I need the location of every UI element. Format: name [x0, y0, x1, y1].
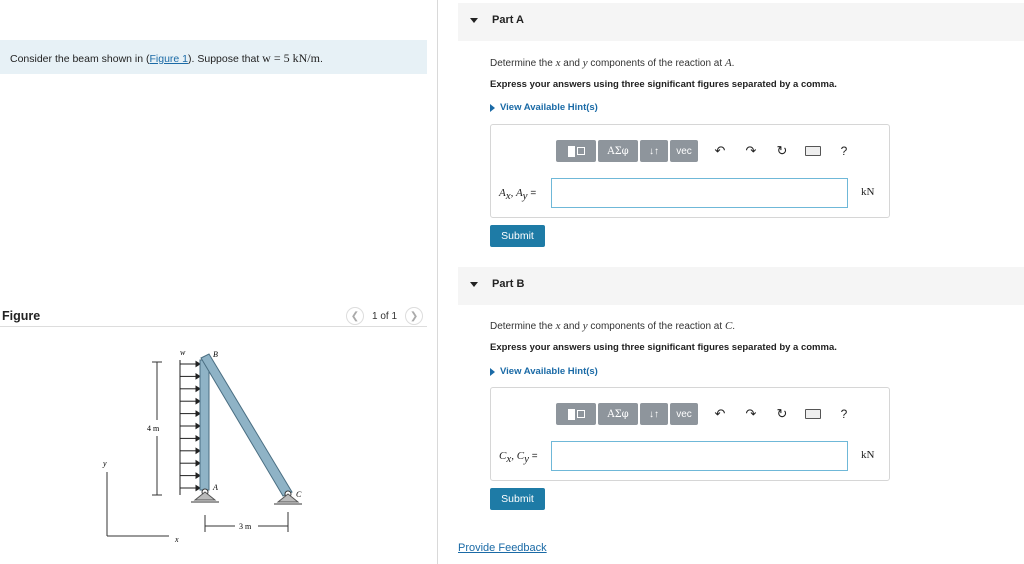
load-arrow-head [196, 374, 200, 379]
unit-label: kN [861, 186, 875, 198]
point-label-a: A [213, 483, 218, 492]
answer-label [499, 450, 538, 465]
load-equation: w = 5 kN/m [262, 51, 320, 65]
arrows-icon[interactable]: ↓↑ [640, 403, 668, 425]
figure-pager [346, 307, 423, 325]
member-ab [200, 360, 209, 490]
height-label: 4 m [147, 424, 160, 433]
answer-input[interactable] [551, 178, 848, 208]
question-text: Determine the [490, 321, 556, 332]
var-label: C [516, 450, 525, 462]
var-label: C [499, 450, 507, 462]
vec-icon[interactable]: vec [670, 140, 698, 162]
undo-icon[interactable]: ↶ [714, 143, 726, 158]
load-arrow-head [196, 461, 200, 466]
load-arrow-head [196, 411, 200, 416]
figure-page-indicator: 1 of 1 [372, 310, 398, 322]
question-text: . [732, 321, 736, 332]
problem-text-middle: ). Suppose that [188, 53, 263, 65]
unit-label: kN [861, 449, 875, 461]
question-text: Determine the [490, 58, 556, 69]
load-arrow-head [196, 448, 200, 453]
load-arrow-head [196, 399, 200, 404]
redo-icon[interactable]: ↷ [745, 143, 757, 158]
axis-label-x: x [175, 535, 179, 544]
reset-icon[interactable]: ↻ [776, 406, 788, 421]
separator: , [511, 450, 517, 462]
var-y: y [582, 320, 588, 332]
point-label-c: C [296, 490, 302, 499]
coordinate-axes [107, 472, 169, 536]
part-a-title: Part A [492, 14, 524, 26]
load-arrow-head [196, 424, 200, 429]
problem-text-prefix: Consider the beam shown in ( [10, 53, 150, 65]
part-b-question [490, 320, 735, 332]
point-var: A [724, 57, 732, 69]
provide-feedback-link[interactable]: Provide Feedback [458, 542, 547, 554]
part-a-header[interactable] [458, 3, 1024, 41]
part-b-hint-link[interactable] [490, 366, 598, 377]
vec-icon[interactable]: vec [670, 403, 698, 425]
var-label: A [499, 187, 506, 199]
chevron-right-icon[interactable]: ❯ [405, 307, 423, 325]
span-label: 3 m [239, 522, 252, 531]
separator: , [510, 187, 516, 199]
var-x: x [555, 57, 561, 69]
load-label-w: w [180, 348, 186, 357]
axis-label-y: y [103, 459, 107, 468]
part-b-answer-box [490, 387, 890, 481]
point-label-b: B [213, 350, 218, 359]
templates-icon[interactable] [556, 403, 596, 425]
figure-header [0, 305, 427, 327]
part-a-question [490, 57, 734, 69]
equals-sign: = [527, 188, 537, 199]
beam-figure [95, 340, 325, 550]
hint-label: View Available Hint(s) [500, 366, 598, 377]
var-y: y [582, 57, 588, 69]
answer-input[interactable] [551, 441, 848, 471]
load-arrow-head [196, 436, 200, 441]
question-text: components of the reaction at [587, 58, 725, 69]
submit-button[interactable]: Submit [490, 225, 545, 247]
point-var: C [724, 320, 733, 332]
subscript: y [522, 190, 528, 202]
help-icon[interactable]: ? [840, 144, 848, 158]
greek-icon[interactable]: ΑΣφ [598, 403, 638, 425]
hint-label: View Available Hint(s) [500, 102, 598, 113]
figure-title: Figure [2, 309, 41, 323]
collapse-caret-icon[interactable] [470, 18, 478, 23]
expand-triangle-icon [490, 368, 495, 376]
expand-triangle-icon [490, 104, 495, 112]
part-a-hint-link[interactable] [490, 102, 598, 113]
member-bc [201, 354, 292, 496]
part-a-answer-box [490, 124, 890, 218]
var-label: A [515, 187, 523, 199]
math-toolbar [556, 140, 855, 162]
math-toolbar [556, 403, 855, 425]
load-arrow-head [196, 473, 200, 478]
part-b-instructions: Express your answers using three significant figures separated by a comma. [490, 342, 837, 353]
templates-icon[interactable] [556, 140, 596, 162]
problem-pane [0, 0, 438, 564]
part-b-header[interactable] [458, 267, 1024, 305]
keyboard-icon[interactable] [802, 140, 824, 162]
chevron-left-icon[interactable]: ❮ [346, 307, 364, 325]
redo-icon[interactable]: ↷ [745, 406, 757, 421]
question-text: and [560, 58, 583, 69]
subscript: x [506, 453, 512, 465]
question-text: and [560, 321, 583, 332]
question-text: components of the reaction at [587, 321, 725, 332]
problem-statement [0, 40, 427, 74]
collapse-caret-icon[interactable] [470, 282, 478, 287]
subscript: y [524, 453, 529, 465]
load-arrow-head [196, 362, 200, 367]
distributed-load [180, 360, 200, 495]
reset-icon[interactable]: ↻ [776, 143, 788, 158]
problem-text-suffix: . [319, 53, 323, 65]
load-arrow-head [196, 386, 200, 391]
var-x: x [555, 320, 561, 332]
part-a-instructions: Express your answers using three significant figures separated by a comma. [490, 79, 837, 90]
question-text: . [731, 58, 735, 69]
help-icon[interactable]: ? [840, 407, 848, 421]
arrows-icon[interactable]: ↓↑ [640, 140, 668, 162]
greek-icon[interactable]: ΑΣφ [598, 140, 638, 162]
load-arrow-head [196, 486, 200, 491]
submit-button[interactable]: Submit [490, 488, 545, 510]
undo-icon[interactable]: ↶ [714, 406, 726, 421]
part-b-title: Part B [492, 278, 525, 290]
keyboard-icon[interactable] [802, 403, 824, 425]
subscript: x [505, 190, 511, 202]
figure-link[interactable]: Figure 1 [149, 53, 189, 65]
equals-sign: = [528, 451, 538, 462]
answer-label [499, 187, 536, 202]
